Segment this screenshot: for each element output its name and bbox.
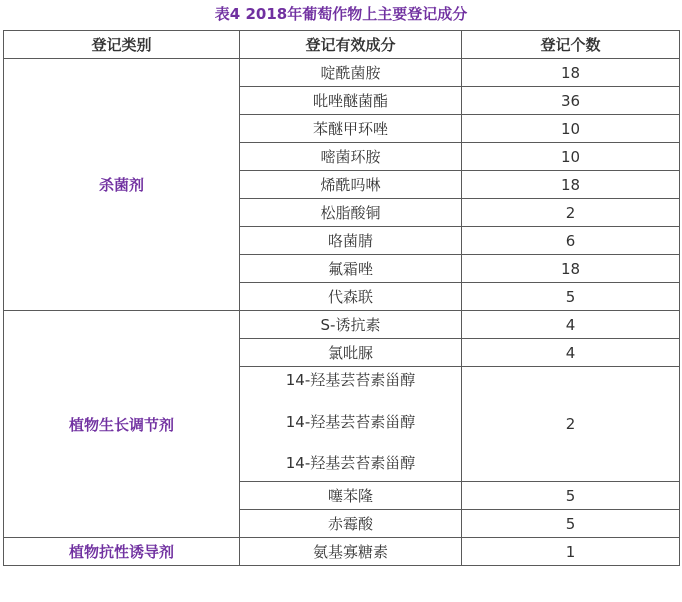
count-cell: 2	[462, 367, 680, 482]
ingredient-line: 14-羟基芸苔素甾醇	[285, 412, 416, 431]
count-cell: 5	[462, 283, 680, 311]
ingredient-cell: 氨基寡糖素	[240, 538, 462, 566]
ingredient-cell: S-诱抗素	[240, 311, 462, 339]
ingredient-cell: 代森联	[240, 283, 462, 311]
ingredient-cell: 啶酰菌胺	[240, 59, 462, 87]
ingredient-cell-multiline	[240, 367, 462, 482]
table-title: 表4 2018年葡萄作物上主要登记成分	[214, 5, 468, 23]
count-cell: 6	[462, 227, 680, 255]
ingredient-cell: 烯酰吗啉	[240, 171, 462, 199]
count-cell: 18	[462, 59, 680, 87]
count-cell: 1	[462, 538, 680, 566]
count-cell: 18	[462, 171, 680, 199]
ingredient-cell: 噻苯隆	[240, 482, 462, 510]
header-category: 登记类别	[4, 31, 240, 59]
category-cell: 杀菌剂	[4, 59, 240, 311]
category-cell: 植物抗性诱导剂	[4, 538, 240, 566]
count-cell: 5	[462, 482, 680, 510]
count-cell: 10	[462, 143, 680, 171]
count-cell: 36	[462, 87, 680, 115]
ingredient-cell: 赤霉酸	[240, 510, 462, 538]
header-row	[4, 31, 680, 59]
ingredient-line: 14-羟基芸苔素甾醇	[285, 371, 416, 389]
ingredient-line: 14-羟基芸苔素甾醇	[285, 454, 416, 472]
registration-table	[3, 30, 680, 566]
header-count: 登记个数	[462, 31, 680, 59]
count-cell: 5	[462, 510, 680, 538]
ingredient-cell: 吡唑醚菌酯	[240, 87, 462, 115]
ingredient-cell: 咯菌腈	[240, 227, 462, 255]
count-cell: 2	[462, 199, 680, 227]
header-ingredient: 登记有效成分	[240, 31, 462, 59]
category-cell: 植物生长调节剂	[4, 311, 240, 538]
ingredient-cell: 苯醚甲环唑	[240, 115, 462, 143]
ingredient-cell: 氟霜唑	[240, 255, 462, 283]
ingredient-cell: 松脂酸铜	[240, 199, 462, 227]
count-cell: 18	[462, 255, 680, 283]
count-cell: 4	[462, 311, 680, 339]
count-cell: 10	[462, 115, 680, 143]
ingredient-cell: 氯吡脲	[240, 339, 462, 367]
count-cell: 4	[462, 339, 680, 367]
table-row	[4, 311, 680, 339]
table-row	[4, 59, 680, 87]
table-row	[4, 538, 680, 566]
ingredient-cell: 嘧菌环胺	[240, 143, 462, 171]
